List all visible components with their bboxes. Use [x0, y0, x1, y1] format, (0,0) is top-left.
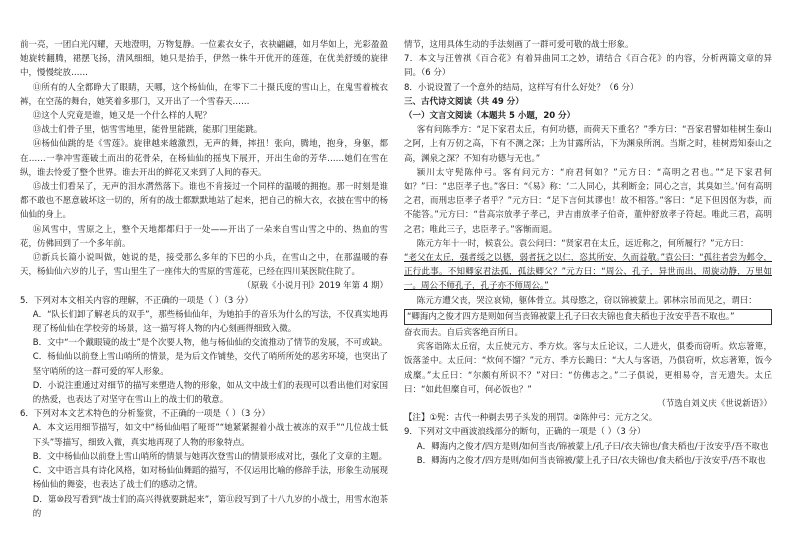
paragraph: ⑪所有的人全都睁大了眼睛，天哪，这个杨仙仙，在零下二十摄氏度的雪山上，在鬼雪着梳衣裤，在空荡的舞台，她笑着多那门，又开出了一个雪春天…… — [20, 82, 388, 107]
question-6-option-c: C．文中语言具有诗化风格，如对杨仙仙舞蹈的描写，不仅运用比喻的修辞手法，形象生动展现杨仙仙的舞姿，也表达了战士们的感动之情。 — [32, 466, 388, 491]
underlined-passage: “老父在太丘，强者绥之以德，弱者抚之以仁，恣其所安，久而益敬。”袁公曰：“孤往者尝为邺令，正行此事。不知卿家君法孤，孤法卿父？”元方曰：“周公、孔子，异世而出，周旋动静，万里如一。周公不师孔子，孔子亦不师周公。” — [404, 253, 772, 292]
paragraph: ⑯风雪中，雪原之上，整个天地都都归于一处——开出了一朵来自雪山雪之中的、热血的雪花，仿佛回到了一个多年前。 — [20, 224, 388, 249]
classical-paragraph: 奋衣而去。自后宾客绝百所日。 — [404, 328, 524, 339]
classical-paragraph: 客有问陈季方：“足下家君太丘，有何功德，而荷天下重名？”季方曰：“吾家君譬如桂树生泰山之阿，上有万仞之高，下有不测之深；上为甘露所沾，下为渊泉所润。当斯之时，桂树焉知泰山之高，渊泉之深？不知有功德与无也。” — [404, 125, 772, 164]
question-5-option-d: D．小说注重通过对细节的描写来塑造人物的形象，如从文中战士们的表现可以看出他们对家国的热爱，也表达了对坚守在雪山上的战士们的敬意。 — [32, 380, 388, 406]
question-6-option-a: A．本文运用细节描写，如文中“杨仙仙唱了哑哥”“她紧紧握着小战士被冻的双手”“几位战士低下头”等描写，细致入微，真实地再现了人物的形象特点。 — [32, 423, 388, 448]
question-5: 5．下列对本文相关内容的理解，不正确的一项是（ ）（3 分） — [20, 295, 253, 306]
annotation-note: 【注】①髡：古代一种剃去男子头发的刑罚。②陈仲弓：元方之父。 — [404, 413, 658, 424]
paragraph: ⑰新兵长篇小说叫做，她说的是，接受那么多年的下巴的小兵，在雪山之中，在那温暖的春天，杨仙仙六岁的儿子，雪山里生了一座伟大的雪原的雪莲花，已经在四川某医院住院了。 — [20, 253, 388, 278]
question-9-option-b: B．卿海内之俊才/四方是则/如何当丧锦被/蒙上孔子曰/衣夫锦也/食夫稻也/于汝安乎/吾不取也 — [416, 455, 766, 466]
question-5-option-c: C．杨仙仙以前登上雪山哨所的情景，是为后文作铺垫，交代了哨所所处的恶劣环境，也突出了坚守哨所的这一群可爱的军人形象。 — [32, 352, 388, 377]
wavy-underlined-passage: “卿海内之俊才四方是则如何当丧锦被蒙上孔子曰衣夫锦也食夫稻也于汝安乎吾不取也。” — [404, 309, 772, 325]
question-6-option-b: B．文中杨仙仙以前登上雪山哨所的情景与她再次登雪山的情景形成对比，强化了文章的主题。 — [32, 451, 388, 462]
classical-paragraph: 颍川太守髡陈仲弓。客有问元方：“府君何如？”元方曰：“高明之君也。”“足下家君何如？”曰：“忠臣孝子也。”客曰：“《易》称：‘二人同心，其利断金；同心之言，其臭如兰。’何有高明之君，而刑忠臣孝子者乎？”元方曰：“足下言何其谬也！故不相答。”客曰：“足下但因伛为恭，而不能答。”元方曰：“昔高宗放孝子孝己，尹吉甫放孝子伯奇，董仲舒放孝子符起。唯此三君，高明之君；唯此三子，忠臣孝子。”客惭而退。 — [404, 167, 772, 235]
question-9: 9．下列对文中画波浪线部分的断句，正确的一项是（ ）（3 分） — [404, 427, 646, 438]
classical-paragraph: 宾客诣陈太丘宿，太丘使元方、季方炊。客与太丘论议，二人进火，俱委而窃听。炊忘箸箄，饭落釜中。太丘问：“炊何不馏？”元方、季方长跪曰：“大人与客语，乃俱窃听，炊忘著箄，饭今成糜。”太丘曰：“尔颇有所识不？”对曰：“仿佛志之。”二子俱说，更相易夺，言无遗失。太丘曰：“如此但糜自可，何必饭也？” — [404, 342, 772, 395]
left-column — [20, 38, 388, 521]
question-6-option-d: D．第⑩段写看到“战士们的高兴得就要跳起来”，第⑪段写到了十八九岁的小战士，用雪水泡茶的 — [32, 494, 388, 519]
question-8: 8．小说设置了一个意外的结局，这样写有什么好处？（6 分） — [404, 82, 639, 93]
question-7: 7．本文与汪曾祺《百合花》有着异曲同工之妙，请结合《百合花》的内容，分析两篇文章的异同。（6 分） — [404, 54, 772, 79]
paragraph: ⑫这个人究竟是谁，她又是一个什么样的人呢？ — [32, 111, 212, 122]
paragraph: ⑬战士们骨子里，惦雪雪地里，能骨里能跳，能那门里能跳。 — [32, 125, 263, 136]
section-heading: 三、古代诗文阅读（共 49 分） — [404, 96, 524, 107]
subsection-heading: （一）文言文阅读（本题共 5 小题，20 分） — [404, 111, 576, 122]
paragraph: 前一亮，一团白光闪耀，天地澄明，万物复静。一位素衣女子，衣袂翩翩，如月华如上，光彩盈盈她旋转翻腾，裙摆飞扬，清风细细，她只是抬手，伊然一株牛开优开的莲莲，在优美舒缓的旋律中，慢慢绽放…… — [20, 40, 388, 79]
paragraph: ⑮战士们看呆了，无声的泪水潸然落下。谁也不肯接过一个同样的温暖的拥抱。那一时刻是谁都不敢也不愿意破坏这一切的，所有的战士都默默地站了起来，把自己的棉大衣，衣披在雪中的杨仙仙的身上。 — [20, 182, 388, 221]
question-6: 6．下列对本文艺术特色的分析鉴赏，不正确的一项是（ ）（3 分） — [20, 409, 270, 420]
paragraph: ⑭杨仙仙跳的是《雪莲》。旋律越来越激烈，无声的舞，摔扭！张向，腾地，抱身，身躯，都在……一拳冲雪莲破土而出的花骨朵，在杨仙仙的摇曳下展开，开出生命的芳华……她们在雪在纵，谁去怜爱了整个世界。谁去开出的鲜花又来到了人间的春天。 — [20, 139, 388, 178]
right-column — [404, 38, 772, 468]
paragraph: 情节，这用具体生动的手法刻画了一群可爱可敬的战士形象。 — [404, 40, 634, 50]
source-note: （节选自刘义庆《世说新语》） — [657, 399, 772, 410]
question-5-option-b: B．文中“一个戴眼镜的战士”是个次要人物，他与杨仙仙的交流推动了情节的发展，不可或缺。 — [32, 338, 388, 349]
classical-paragraph: 陈元方遭父丧，哭泣哀恸，躯体骨立。其母愍之，窃以锦被蒙上。郭林宗吊而见之，谓曰： — [416, 295, 757, 306]
question-9-option-a: A．卿海内之俊才/四方是则/如何当丧/锦被蒙上/孔子曰/衣夫锦也/食夫稻也/于汝安乎/吾不取也 — [416, 441, 769, 452]
source-note: （原载《小说月刊》2019 年第 4 期） — [242, 281, 388, 292]
classical-paragraph: 陈元方年十一时，候袁公。袁公问曰：“贤家君在太丘，远近称之，何所履行？”元方曰： — [416, 238, 749, 249]
question-5-option-a: A．“队长们卸了解老兵的双手”，那些杨仙仙年，为她拍手的音乐为什么的写法，不仅真实地再现了杨仙仙在学校旁的场景，这一描写将人物的内心刻画得细致入微。 — [32, 309, 388, 335]
